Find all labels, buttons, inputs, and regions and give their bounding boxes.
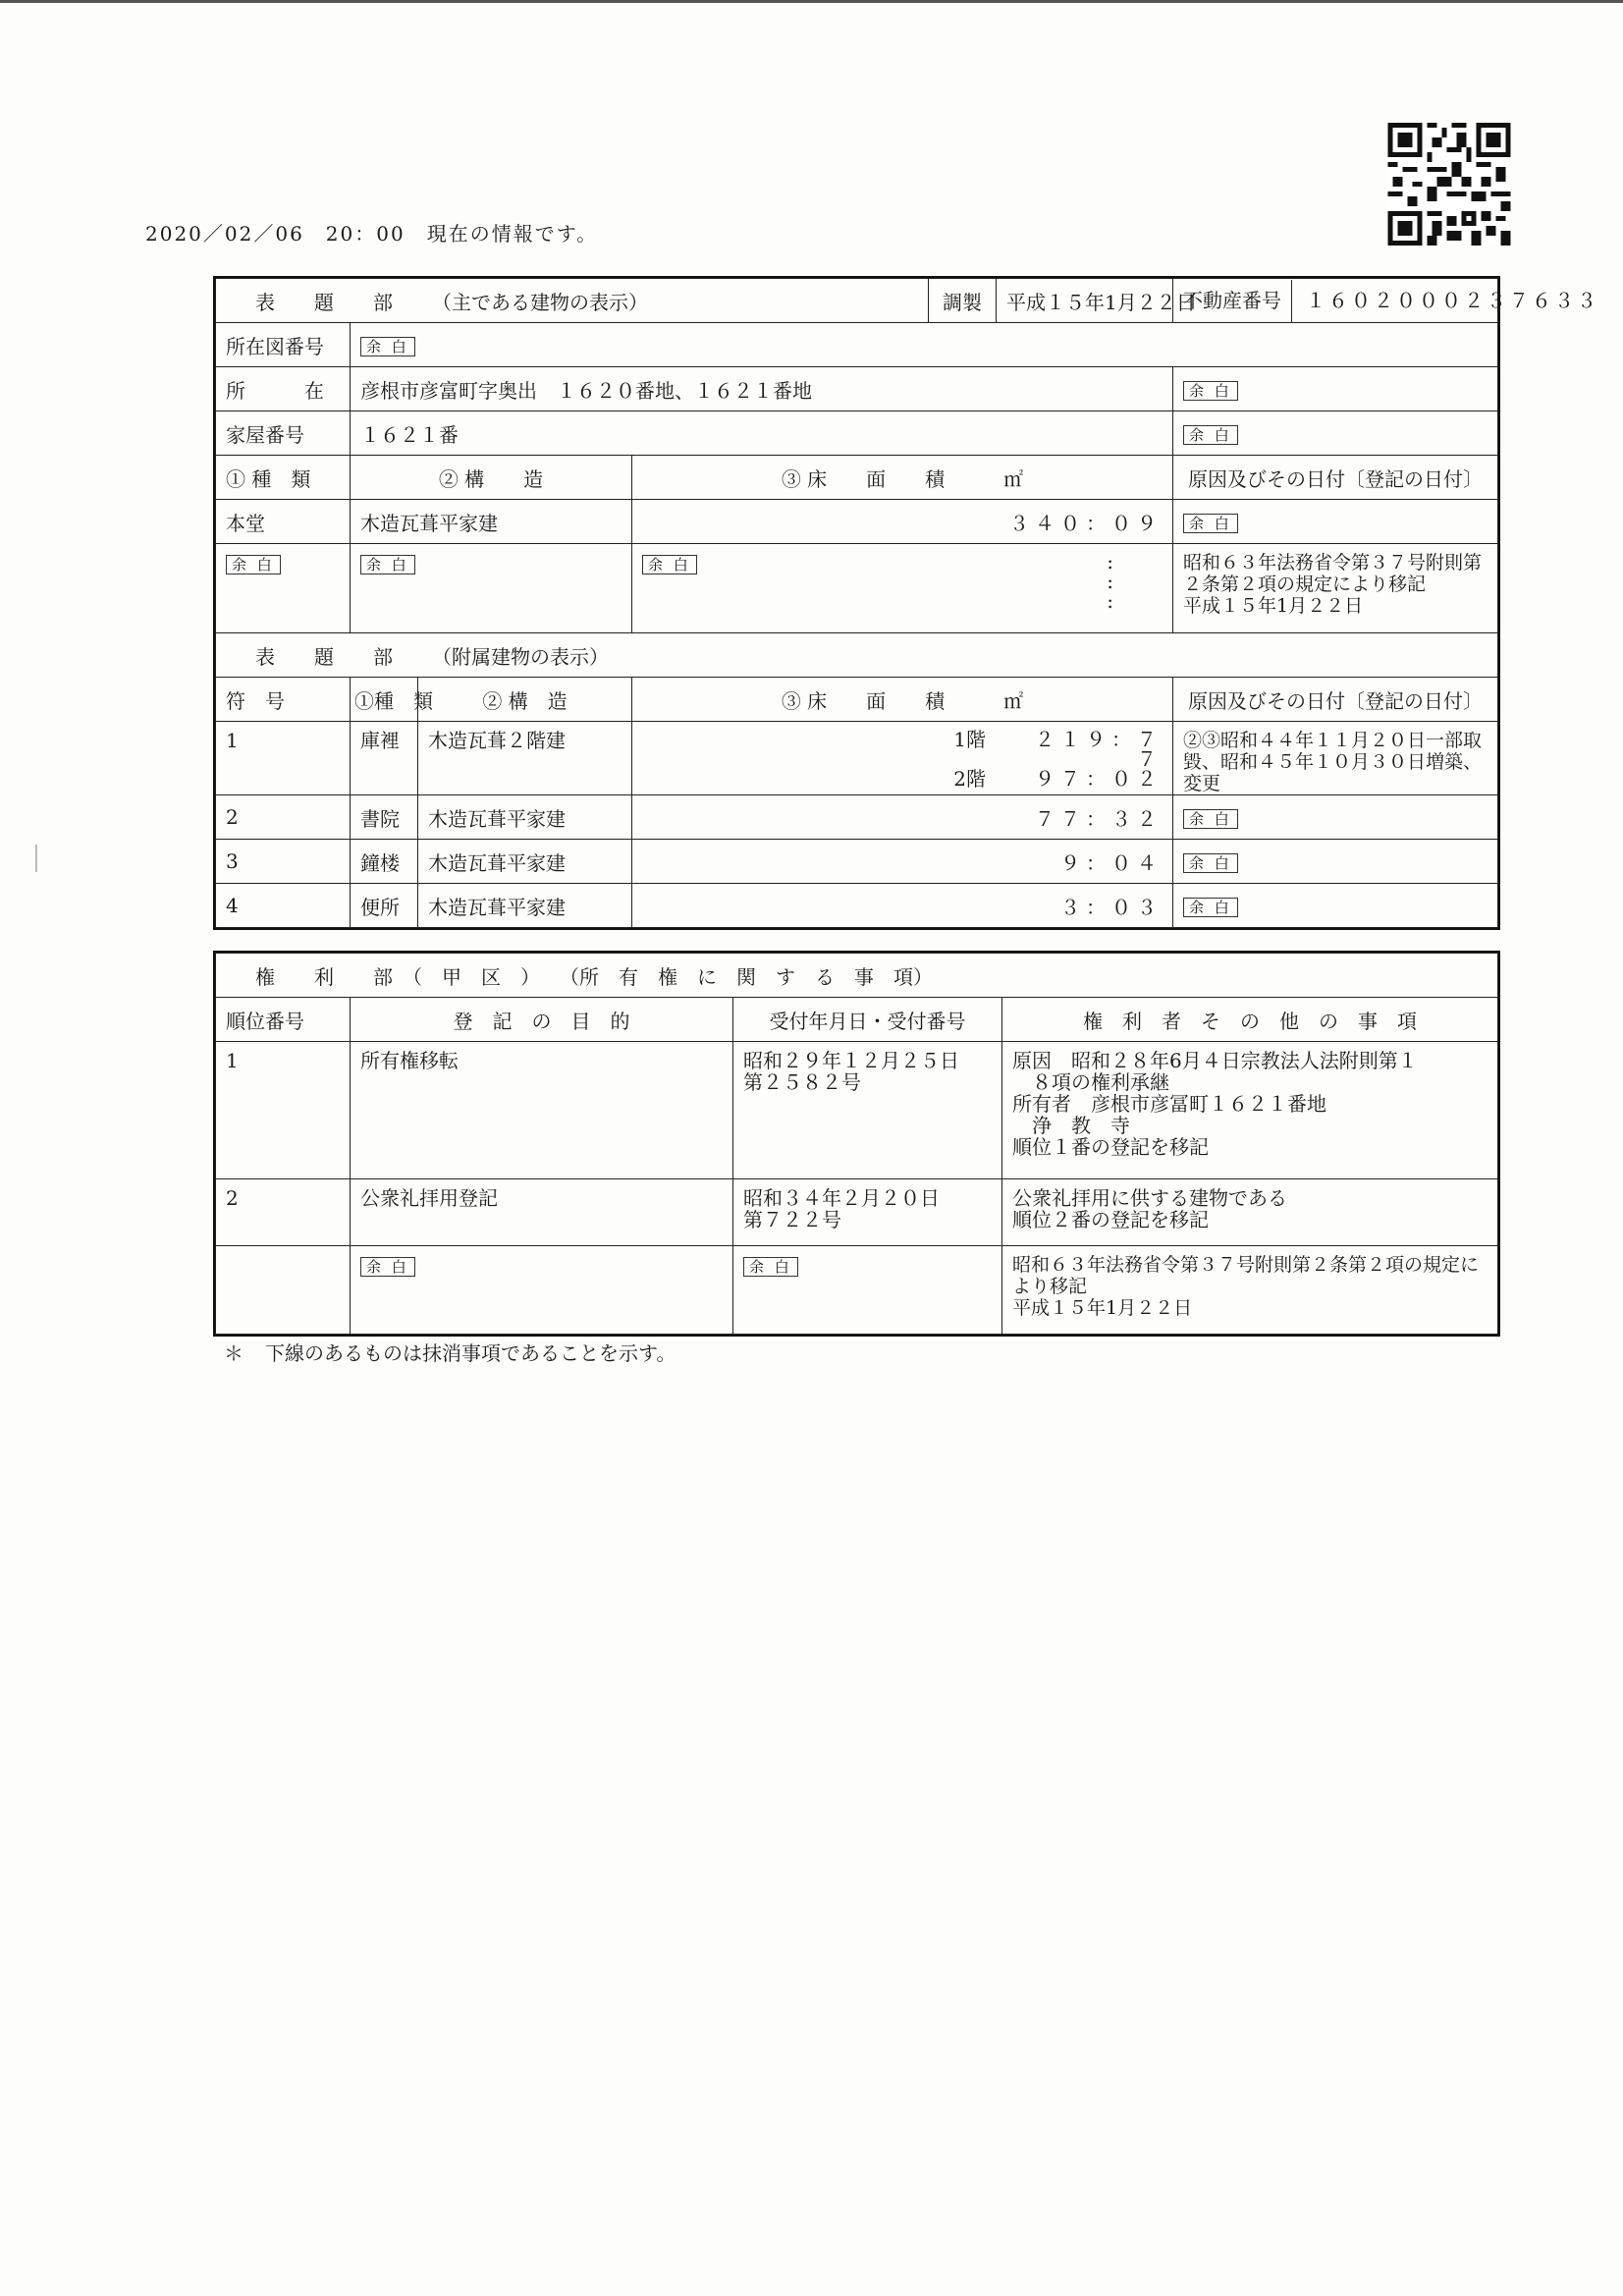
main-structure: 木造瓦葺平家建	[351, 500, 632, 544]
annex-no: 1	[216, 722, 351, 795]
fudosan-cell	[1173, 279, 1600, 323]
annex-type: 書院	[351, 795, 418, 840]
shozai-value: 彦根市彦富町字奥出 １６２０番地、１６２１番地	[351, 367, 1173, 411]
annex-row	[216, 884, 1498, 928]
yohaku-stamp: 余 白	[1183, 853, 1238, 873]
kenri-juni: 2	[216, 1179, 351, 1246]
qr-code-icon	[1384, 123, 1514, 246]
annex-row	[216, 795, 1498, 840]
annex-structure: 木造瓦葺平家建	[418, 884, 632, 928]
col-yuka: ③ 床 面 積 ㎡	[632, 456, 1173, 500]
yohaku-stamp: 余 白	[1183, 514, 1238, 533]
hyodaibu-table	[215, 278, 1600, 928]
kenri-table	[215, 953, 1498, 1335]
hyodaibu-header: 表 題 部 （主である建物の表示）	[216, 279, 929, 323]
kaoku-label: 家屋番号	[216, 411, 351, 456]
footnote	[224, 1338, 676, 1366]
chosei-date: 平成１５年1月２２日	[997, 279, 1173, 323]
kenri-mokuteki: 所有権移転	[351, 1042, 733, 1179]
yohaku-stamp: 余 白	[743, 1257, 798, 1277]
col-kozo-annex: ② 構 造	[418, 678, 632, 722]
annex-no: 3	[216, 840, 351, 884]
main-type-2	[216, 544, 351, 633]
kenri-kenrisha: 公衆礼拝用に供する建物である 順位２番の登記を移記	[1002, 1179, 1498, 1246]
annex-area: 1階 ２１９：７７ 2階 ９７：０２	[632, 722, 1173, 795]
kenri-kenrisha: 昭和６３年法務省令第３７号附則第２条第２項の規定により移記 平成１５年1月２２日	[1002, 1246, 1498, 1335]
shozaizu-label: 所在図番号	[216, 323, 351, 367]
main-area-2	[632, 544, 1173, 633]
kenri-juni: 1	[216, 1042, 351, 1179]
yohaku-stamp: 余 白	[360, 1257, 415, 1277]
annex-cause: ②③昭和４４年１１月２０日一部取毀、昭和４５年１０月３０日増築、変更	[1173, 722, 1498, 795]
kenri-kenrisha: 原因 昭和２８年6月４日宗教法人法附則第１ ８項の権利承継 所有者 彦根市彦冨町１６２１番地 浄 教 寺 順位１番の登記を移記	[1002, 1042, 1498, 1179]
yohaku-stamp: 余 白	[360, 337, 415, 356]
annex-row	[216, 722, 1498, 795]
main-cause-2: 昭和６３年法務省令第３７号附則第２条第２項の規定により移記 平成１５年1月２２日	[1173, 544, 1498, 633]
kenri-header: 権 利 部 （ 甲 区 ） （所 有 権 に 関 す る 事 項）	[216, 954, 1498, 998]
kenri-mokuteki: 公衆礼拝用登記	[351, 1179, 733, 1246]
footnote-text: 下線のあるものは抹消事項であることを示す。	[265, 1341, 676, 1365]
yohaku-stamp: 余 白	[1183, 809, 1238, 829]
kenri-uketsuke: 昭和２９年１２月２５日 第２５８２号	[733, 1042, 1002, 1179]
scan-top-edge	[0, 0, 1623, 3]
yohaku-stamp: 余 白	[360, 555, 415, 574]
asterisk: ＊	[224, 1341, 243, 1365]
kenri-juni	[216, 1246, 351, 1335]
fudosan-label: 不動産番号	[1173, 280, 1292, 322]
kenri-row	[216, 1246, 1498, 1335]
kenri-uketsuke: 昭和３４年２月２０日 第７２２号	[733, 1179, 1002, 1246]
main-structure-2	[351, 544, 632, 633]
main-type: 本堂	[216, 500, 351, 544]
yohaku-stamp: 余 白	[1183, 381, 1238, 401]
annex-type: 便所	[351, 884, 418, 928]
annex-no: 2	[216, 795, 351, 840]
col-genin-annex: 原因及びその日付〔登記の日付〕	[1173, 678, 1498, 722]
col-mokuteki: 登 記 の 目 的	[351, 998, 733, 1042]
col-fugo: 符 号	[216, 678, 351, 722]
main-cause	[1173, 500, 1498, 544]
kaoku-cause	[1173, 411, 1498, 456]
main-area: ３４０：０９	[632, 500, 1173, 544]
col-kozo: ② 構 造	[351, 456, 632, 500]
col-shurui-annex: ①種 類	[351, 678, 418, 722]
yohaku-stamp: 余 白	[226, 555, 281, 574]
annex-area: ９：０４	[632, 840, 1173, 884]
col-kenrisha: 権 利 者 そ の 他 の 事 項	[1002, 998, 1498, 1042]
scan-speck	[35, 845, 37, 872]
chosei-label: 調製	[929, 279, 997, 323]
info-timestamp: 2020／02／06 20：00 現在の情報です。	[145, 222, 599, 246]
annex-cause	[1173, 884, 1498, 928]
annex-area: ３：０３	[632, 884, 1173, 928]
fudosan-number: １６０２０００２３７６３３	[1306, 288, 1600, 312]
kenri-row	[216, 1042, 1498, 1179]
yohaku-stamp: 余 白	[1183, 425, 1238, 445]
shozai-cause	[1173, 367, 1498, 411]
kenri-mokuteki	[351, 1246, 733, 1335]
fuzoku-header: 表 題 部 （附属建物の表示）	[216, 633, 1498, 678]
annex-structure: 木造瓦葺平家建	[418, 840, 632, 884]
kaoku-value: １６２１番	[351, 411, 1173, 456]
area-colons: : : :	[1107, 550, 1114, 613]
annex-row	[216, 840, 1498, 884]
annex-cause	[1173, 840, 1498, 884]
annex-area: ７７：３２	[632, 795, 1173, 840]
shozaizu-value	[351, 323, 1498, 367]
kenri-uketsuke	[733, 1246, 1002, 1335]
col-yuka-annex: ③ 床 面 積 ㎡	[632, 678, 1173, 722]
col-juni: 順位番号	[216, 998, 351, 1042]
col-genin: 原因及びその日付〔登記の日付〕	[1173, 456, 1498, 500]
yohaku-stamp: 余 白	[642, 555, 697, 574]
annex-type: 庫裡	[351, 722, 418, 795]
kenri-row	[216, 1179, 1498, 1246]
annex-cause	[1173, 795, 1498, 840]
shozai-label: 所 在	[216, 367, 351, 411]
yohaku-stamp: 余 白	[1183, 898, 1238, 917]
annex-type: 鐘楼	[351, 840, 418, 884]
col-uketsuke: 受付年月日・受付番号	[733, 998, 1002, 1042]
annex-structure: 木造瓦葺２階建	[418, 722, 632, 795]
col-shurui: ① 種 類	[216, 456, 351, 500]
annex-structure: 木造瓦葺平家建	[418, 795, 632, 840]
annex-no: 4	[216, 884, 351, 928]
